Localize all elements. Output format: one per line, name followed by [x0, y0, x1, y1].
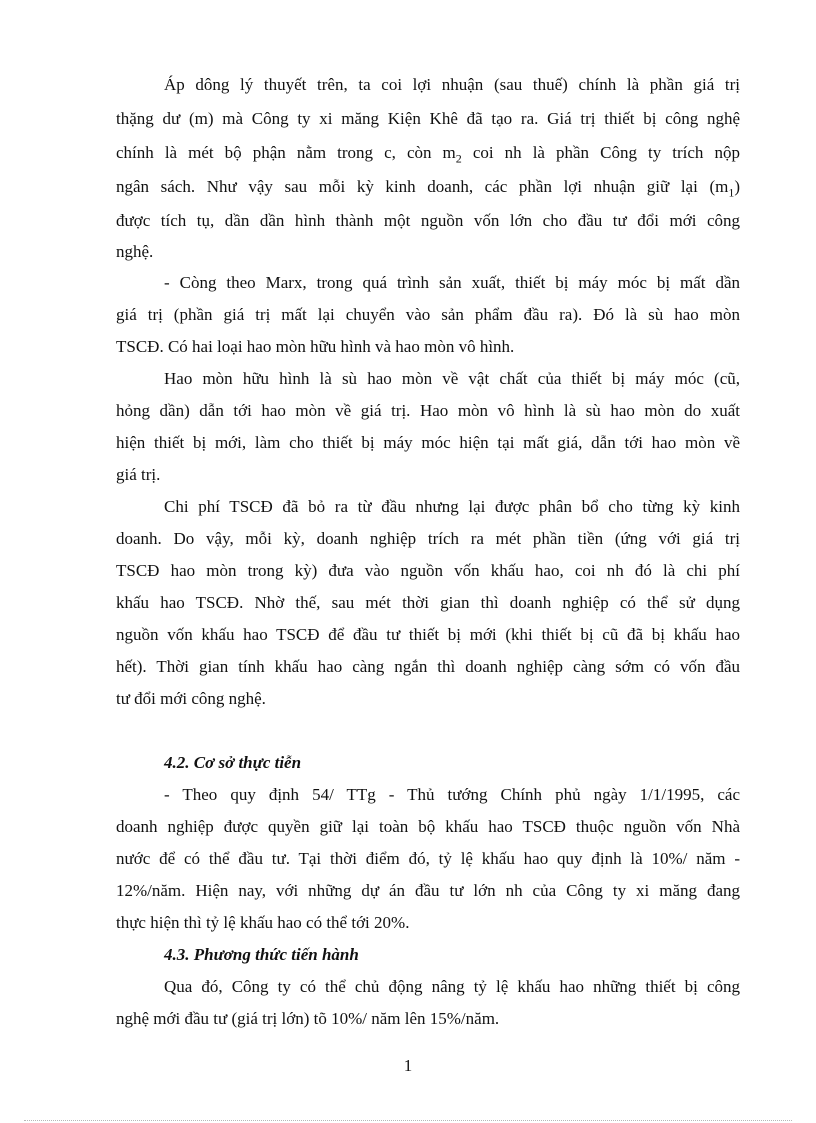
- text-run: coi nh là phần Công ty trích nộp: [461, 143, 740, 162]
- paragraph-line: hỏng dần) dẫn tới hao mòn về giá trị. Hao mòn vô hình là sù hao mòn do xuất: [116, 401, 740, 420]
- text-run: chính là mét bộ phận nằm trong c, còn m: [116, 143, 456, 162]
- subscript-1: 1: [728, 185, 735, 200]
- text-run: ngân sách. Như vậy sau mỗi kỳ kinh doanh, các phần lợi nhuận giữ lại (m: [116, 177, 729, 196]
- paragraph-line: hiện thiết bị mới, làm cho thiết bị máy móc hiện tại mất giá, dẫn tới hao mòn về: [116, 433, 740, 452]
- paragraph-line: hết). Thời gian tính khấu hao càng ngắn thì doanh nghiệp càng sớm có vốn đầu: [116, 657, 740, 676]
- paragraph-line: - Còng theo Marx, trong quá trình sản xuất, thiết bị máy móc bị mất dần: [164, 273, 740, 292]
- paragraph-line: khấu hao TSCĐ. Nhờ thế, sau mét thời gian thì doanh nghiệp có thể sử dụng: [116, 593, 740, 612]
- paragraph-line: TSCĐ. Có hai loại hao mòn hữu hình và hao mòn vô hình.: [116, 337, 515, 356]
- paragraph-line: Chi phí TSCĐ đã bỏ ra từ đầu nhưng lại được phân bổ cho từng kỳ kinh: [164, 497, 740, 516]
- paragraph-line: nghệ.: [116, 242, 154, 261]
- paragraph-line: doanh. Do vậy, mỗi kỳ, doanh nghiệp trích ra mét phần tiền (ứng với giá trị: [116, 529, 740, 548]
- paragraph-line: nguồn vốn khấu hao TSCĐ để đầu tư thiết bị mới (khi thiết bị cũ đã bị khấu hao: [116, 625, 740, 644]
- paragraph-line: [116, 141, 740, 165]
- subscript-2: 2: [455, 151, 462, 166]
- paragraph-line: giá trị (phần giá trị mất lại chuyển vào sản phẩm đầu ra). Đó là sù hao mòn: [116, 305, 740, 324]
- paragraph-line: được tích tụ, dần dần hình thành một nguồn vốn lớn cho đầu tư đổi mới công: [116, 211, 740, 230]
- paragraph-line: Áp dông lý thuyết trên, ta coi lợi nhuận (sau thuế) chính là phần giá trị: [164, 75, 740, 94]
- paragraph-line: TSCĐ hao mòn trong kỳ) đưa vào nguồn vốn khấu hao, coi nh đó là chi phí: [116, 561, 740, 580]
- paragraph-line: 12%/năm. Hiện nay, với những dự án đầu tư lớn nh của Công ty xi măng đang: [116, 881, 740, 900]
- paragraph-line: thặng dư (m) mà Công ty xi măng Kiện Khê đã tạo ra. Giá trị thiết bị công nghệ: [116, 109, 740, 128]
- paragraph-line: [116, 175, 740, 199]
- page-number: 1: [403, 1056, 413, 1075]
- text-run: ): [734, 177, 740, 196]
- paragraph-line: Hao mòn hữu hình là sù hao mòn về vật chất của thiết bị máy móc (cũ,: [164, 369, 740, 388]
- paragraph-line: - Theo quy định 54/ TTg - Thủ tướng Chính phủ ngày 1/1/1995, các: [164, 785, 740, 804]
- paragraph-line: thực hiện thì tỷ lệ khấu hao có thể tới 20%.: [116, 913, 410, 932]
- paragraph-line: tư đổi mới công nghệ.: [116, 689, 266, 708]
- paragraph-line: giá trị.: [116, 465, 161, 484]
- paragraph-line: doanh nghiệp được quyền giữ lại toàn bộ khấu hao TSCĐ thuộc nguồn vốn Nhà: [116, 817, 740, 836]
- section-heading: 4.3. Phương thức tiến hành: [164, 945, 359, 964]
- page-bottom-divider: [24, 1120, 792, 1121]
- section-heading: 4.2. Cơ sở thực tiễn: [164, 753, 302, 772]
- paragraph-line: nước để có thể đầu tư. Tại thời điểm đó, tỷ lệ khấu hao quy định là 10%/ năm -: [116, 849, 740, 868]
- paragraph-line: Qua đó, Công ty có thể chủ động nâng tỷ lệ khấu hao những thiết bị công: [164, 977, 740, 996]
- paragraph-line: nghệ mới đầu tư (giá trị lớn) tõ 10%/ năm lên 15%/năm.: [116, 1009, 500, 1028]
